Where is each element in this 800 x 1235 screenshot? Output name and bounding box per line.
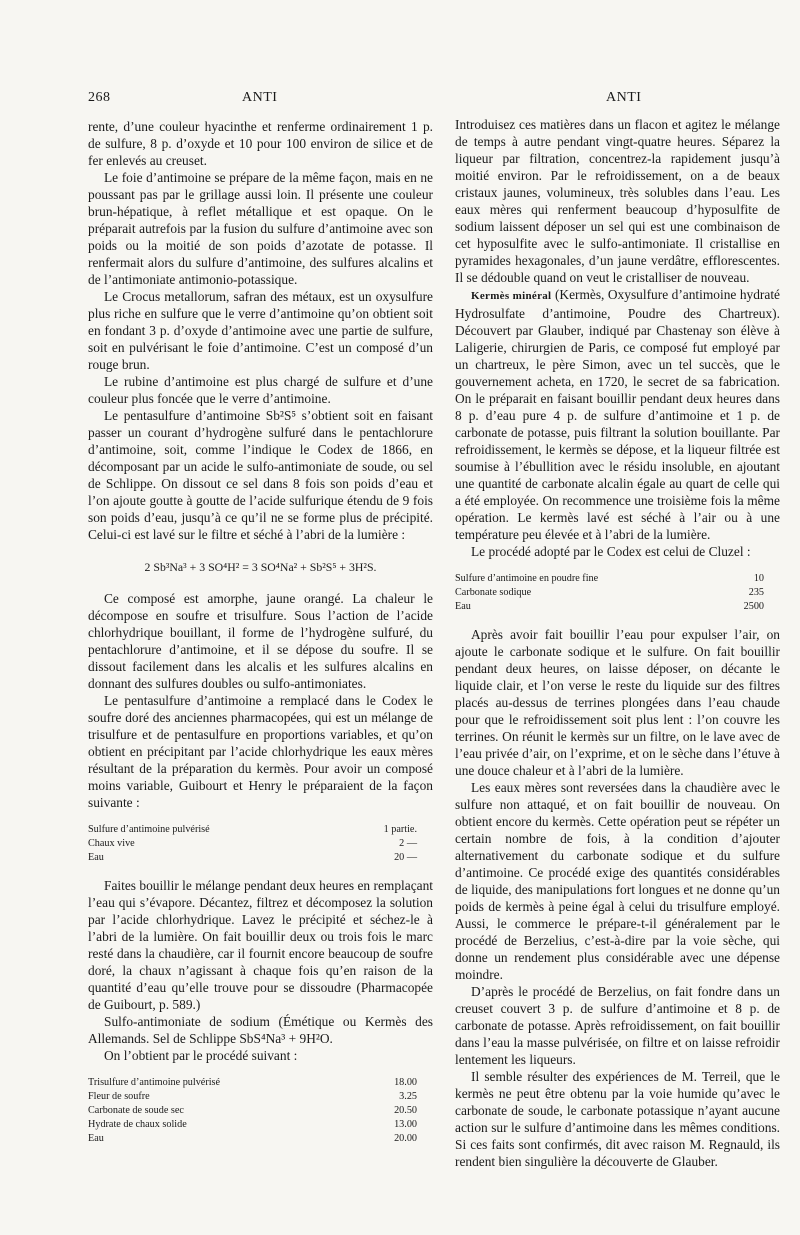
chemical-equation: 2 Sb³Na³ + 3 SO⁴H² = 3 SO⁴Na² + Sb²S⁵ + 3H²S. [144,560,377,574]
recipe-item: Trisulfure d’antimoine pulvérisé [88,1077,221,1088]
recipe-qty: 20 — [394,852,417,863]
left-column [88,118,433,1158]
recipe-row [88,1076,433,1090]
paragraph: Le procédé adopté par le Codex est celui de Cluzel : [471,544,751,559]
recipe-item: Chaux vive [88,838,135,849]
recipe-table [88,1076,433,1146]
paragraph: Le pentasulfure d’antimoine a remplacé dans le Codex le soufre doré des anciennes pharmacopées, qui est un mélange de trisulfure et de pentasulfure en proportions variables, et qu’on obtient en précipitant par l’acide chlorhydrique les eaux mères résultant de la préparation du kermès. Pour avoir un composé moins variable, Guibourt et Henry le préparaient de la façon suivante : [88,693,433,810]
recipe-item: Sulfure d’antimoine en poudre fine [455,573,599,584]
recipe-table [455,572,780,614]
right-column [455,116,780,1170]
recipe-row [88,1118,433,1132]
header-right-title: ANTI [606,90,642,105]
paragraph: Il semble résulter des expériences de M. Terreil, que le kermès ne peut être obtenu par la voie humide qu’avec le carbonate de soude, le carbonate potassique n’ayant aucune action sur le sulfure d’antimoine dans les mêmes conditions. Si ces faits sont confirmés, dit avec raison M. Regnauld, ils rendent bien singulière la découverte de Glauber. [455,1069,780,1169]
paragraph: D’après le procédé de Berzelius, on fait fondre dans un creuset couvert 3 p. de sulfure d’antimoine et 8 p. de carbonate de potasse. Après refroidissement, on fait bouillir dans l’eau la masse pulvérisée, on filtre et on laisse refroidir lentement les liqueurs. [455,984,780,1067]
recipe-row [88,1104,433,1118]
recipe-row [88,851,433,865]
recipe-item: Eau [88,1133,104,1144]
recipe-qty: 3.25 [399,1091,417,1102]
page-number: 268 [88,90,111,105]
recipe-qty: 2 — [399,838,417,849]
paragraph: Le foie d’antimoine se prépare de la même façon, mais en ne poussant pas par le grillage aussi loin. Il présente une couleur brun-hépatique, à reflet métallique et est opaque. On le préparait autrefois par la fusion du sulfure d’antimoine avec son poids ou la moitié de son poids d’azotate de potasse. Il renfermait alors du sulfure d’antimoine, des sulfures alcalins et de l’antimoniate antimonio-potassique. [88,170,433,287]
paragraph: Après avoir fait bouillir l’eau pour expulser l’air, on ajoute le carbonate sodique et le sulfure. On fait bouillir pendant deux heures, on laisse déposer, on décante le liquide clair, et l’on verse le reste du liquide sur des filtres placés au-dessus de terrines plongées dans l’eau chaude pour que le refroidissement soit plus lent : l’on couvre les terrines. On réunit le kermès sur un filtre, on le lave avec de l’eau privée d’air, on l’exprime, et on le sèche dans l’étuve à une douce chaleur et à l’abri de la lumière. [455,627,780,778]
recipe-qty: 13.00 [394,1119,417,1130]
paragraph: Le rubine d’antimoine est plus chargé de sulfure et d’une couleur plus foncée que le verre d’antimoine. [88,374,433,406]
paragraph: Faites bouillir le mélange pendant deux heures en remplaçant l’eau qui s’évapore. Décantez, filtrez et décomposez la solution par l’acide chlorhydrique. Lavez le précipité et séchez-le à l’abri de la lumière. On fait bouillir deux ou trois fois le marc resté dans la chaudière, car il fournit encore beaucoup de soufre doré, la chaux n’agissant à chaque fois qu’en raison de la quantité d’eau qu’elle trouve pour se dissoudre (Pharmacopée de Guibourt, p. 589.) [88,878,433,1012]
recipe-item: Carbonate sodique [455,587,532,598]
recipe-qty: 20.50 [394,1105,417,1116]
paragraph-text: (Kermès, Oxysulfure d’antimoine hydraté Hydrosulfate d’antimoine, Poudre des Chartreux). Découvert par Glauber, indiqué par Chastenay son élève à Laligerie, chirurgien de Paris, ce composé fut employé par un chartreux, le père Simon, avec un tel succès, que le gouvernement acheta, en 1720, le secret de sa fabrication. On le préparait en faisant bouillir pendant deux heures dans 8 p. d’eau pure 4 p. de sulfure d’antimoine et 1 p. de carbonate de potasse, puis filtrant la solution bouillante. Par refroidissement, le kermès se dépose, et la liqueur filtrée est soumise à l’ébullition avec le résidu insoluble, en ajoutant une quantité de carbonate alcalin égale au quart de celle qui a été employée. On recommence une troisième fois la même opération. Le kermès lavé est séché à l’air ou à une température peu élevée et à l’abri de la lumière. [455,287,780,542]
paragraph: Le Crocus metallorum, safran des métaux, est un oxysulfure plus riche en sulfure que le verre d’antimoine qu’on obtient soit en fondant 3 p. d’oxyde d’antimoine avec une partie de sulfure, soit en pulvérisant le foie d’antimoine. C’est un composé d’un rouge brun. [88,289,433,372]
recipe-row [88,1132,433,1146]
kermes-paragraph [455,286,780,543]
paragraph: Les eaux mères sont reversées dans la chaudière avec le sulfure non attaqué, et on fait bouillir de nouveau. On obtient encore du kermès. Cette opération peut se répéter un certain nombre de fois, à la condition d’ajouter alternativement du carbonate sodique et du sulfure d’antimoine. Ce procédé exige des quantités considérables de liquide, des manipulations fort longues et ne donne qu’un poids de kermès à peine égal à celui du trisulfure employé. Aussi, le commerce le prépare-t-il généralement par le procédé de Berzelius, c’est-à-dire par la voie sèche, qui donne un rendement plus considérable avec une dépense moindre. [455,780,780,982]
recipe-table [88,823,433,865]
section-heading: Kermès minéral [471,290,552,302]
header-left-title: ANTI [242,90,278,105]
recipe-row [88,1090,433,1104]
recipe-item: Hydrate de chaux solide [88,1119,187,1130]
recipe-item: Eau [455,601,471,612]
recipe-item: Carbonate de soude sec [88,1105,184,1116]
recipe-row [455,586,780,600]
recipe-qty: 10 [753,573,764,584]
recipe-row [455,600,780,614]
running-header [88,90,778,110]
paragraph: Introduisez ces matières dans un flacon et agitez le mélange de temps à autre pendant vingt-quatre heures. Séparez la liqueur par filtration, concentrez-la rapidement jusqu’à moitié environ. Par le refroidissement, on a de beaux cristaux jaunes, volumineux, très solubles dans l’eau. Les eaux mères qui renferment beaucoup d’hyposulfite de sodium laissent déposer un sel qui est une combinaison de cet hyposulfite avec le sulfo-antimoniate. Il cristallise en pyramides hexagonales, d’un jaune verdâtre, efflorescentes. Il se dédouble quand on veut le cristalliser de nouveau. [455,117,780,285]
recipe-qty: 1 partie. [383,824,417,835]
recipe-qty: 18.00 [394,1077,417,1088]
paragraph: Le pentasulfure d’antimoine Sb²S⁵ s’obtient soit en faisant passer un courant d’hydrogène sulfuré dans le pentachlorure d’antimoine, soit, comme l’indique le Codex de 1866, en décomposant par un acide le sulfo-antimoniate de soude, ou sel de Schlippe. On dissout ce sel dans 8 fois son poids d’eau et l’on ajoute goutte à goutte de l’acide sulfurique étendu de 9 fois son poids d’eau, jusqu’à ce qu’il ne se forme plus de précipité. Celui-ci est lavé sur le filtre et séché à l’abri de la lumière : [88,408,433,542]
paragraph: Ce composé est amorphe, jaune orangé. La chaleur le décompose en soufre et trisulfure. Sous l’action de l’acide chlorhydrique bouillant, il forme de l’hydrogène sulfuré, du pentachlorure d’antimoine, et il se dépose du soufre. Il se dissout facilement dans les alcalis et les sulfures alcalins en donnant des sulfures doubles ou sulfo-antimoniates. [88,591,433,691]
recipe-item: Eau [88,852,104,863]
paragraph: Sulfo-antimoniate de sodium (Émétique ou Kermès des Allemands. Sel de Schlippe SbS⁴Na³ + 9H²O. [88,1014,433,1046]
recipe-item: Sulfure d’antimoine pulvérisé [88,824,210,835]
paragraph: On l’obtient par le procédé suivant : [104,1048,298,1063]
recipe-qty: 20.00 [394,1133,417,1144]
paragraph: rente, d’une couleur hyacinthe et renferme ordinairement 1 p. de sulfure, 8 p. d’oxyde et 10 pour 100 environ de silice et de fer enlevés au creuset. [88,119,433,168]
recipe-item: Fleur de soufre [88,1091,150,1102]
recipe-row [88,823,433,837]
recipe-qty: 235 [748,587,764,598]
recipe-row [455,572,780,586]
recipe-row [88,837,433,851]
recipe-qty: 2500 [743,601,764,612]
